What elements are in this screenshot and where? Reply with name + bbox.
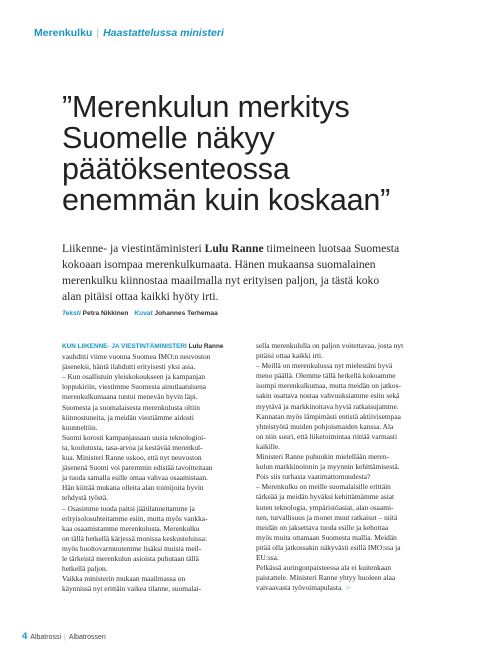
body-line: kaa osaamistamme merenkulusta. Merenkulku <box>62 523 200 533</box>
body-line: sella merenkululla on paljon voitettavaa, josta nyt <box>256 341 404 350</box>
body-line: loppukiriin, viestimme Suomesta ainutlaatuisena <box>62 382 207 392</box>
minister-name: Lulu Ranne <box>204 242 264 255</box>
article-lead <box>62 241 462 305</box>
body-line: pitäisi ottaa kaikki irti. <box>256 351 323 361</box>
body-line: Kannatan myös lämpimästi entistä aktiivisempaa <box>256 411 401 421</box>
body-line: – Merenkulku on meille suomalaisille erittäin <box>256 482 391 492</box>
body-line: myös huoltovarmuutemme lisäksi muista meil- <box>62 543 202 553</box>
lead-line: Liikenne- ja viestintäministeri Lulu Ranne tiimeineen luotsaa Suomesta <box>62 242 400 255</box>
header-separator: | <box>96 27 100 39</box>
section-header <box>34 27 224 39</box>
body-line: Pois siis turhasta vaatimattomuudesta? <box>256 472 371 482</box>
body-line: tehdystä työstä. <box>62 493 108 503</box>
body-line: jäsenenä Suomi voi paremmin edistää tavoitteitaan <box>62 463 213 473</box>
text-credit-label: Teksti <box>62 310 81 317</box>
headline-line: Suomelle näkyy <box>62 121 275 155</box>
body-line: hetkellä paljon. <box>62 564 108 574</box>
body-line: Vaikka ministerin mukaan maailmassa on <box>62 574 186 584</box>
photo-credit-label: Kuvat <box>134 310 153 317</box>
body-line: kaikille. <box>256 441 281 451</box>
body-line: Suomi korosti kampanjassaan uusia teknologioi- <box>62 432 206 442</box>
kicker: KUN LIIKENNE- JA VIESTINTÄMINISTERI <box>62 343 187 350</box>
body-line: myytävä ja markkinoitava hyviä ratkaisujamme. <box>256 401 399 411</box>
body-line: paistattele. Ministeri Ranne yhtyy huoleen alaa <box>256 573 396 583</box>
body-column-right <box>256 341 450 593</box>
body-line: jäseneksi, häntä ilahdutti erityisesti yksi asia. <box>62 362 196 372</box>
continue-arrow-icon: > <box>346 583 351 593</box>
body-line: – Osasimme tuoda paitsi jäätilannettamme ja <box>62 503 195 513</box>
magazine-name: Albatrossi <box>30 634 62 641</box>
body-line: yhteistyötä muiden pohjoismaiden kanssa. Ala <box>256 421 394 431</box>
text-credit-author: Petra Nikkinen <box>82 310 129 317</box>
body-line: kuten teknologia, ympäristöasiat, alan osaami- <box>256 502 394 512</box>
body-line: vaivaavasta työvoimapulasta. > <box>256 583 351 593</box>
body-line: isompi merenkulkumaa, mutta meidän on jatkos- <box>256 381 401 391</box>
photo-credit-author: Johannes Terhemaa <box>154 310 218 317</box>
body-line: le tärkeistä merenkulun asioista puhutaan tällä <box>62 553 199 563</box>
body-line: ja tuoda samalla esille omaa vahvaa osaamistaan. <box>62 473 208 483</box>
lead-line: kokoaan isompaa merenkulkumaata. Hänen mukaansa suomalainen <box>62 258 376 271</box>
subsection-name: Haastattelussa ministeri <box>103 27 224 39</box>
body-line: kiinnostuneita, ja meidän viestiämme aidosti <box>62 412 194 422</box>
body-line: EU:ssa. <box>256 552 279 562</box>
section-name: Merenkulku <box>34 27 93 39</box>
body-line: tärkeää ja meidän hyväksi kehittämämme asiat <box>256 492 395 502</box>
body-line: Pelkässä auringonpaisteessa ala ei kuitenkaan <box>256 563 392 573</box>
article-headline <box>62 92 462 216</box>
footer-separator: | <box>64 634 66 641</box>
page-number: 4 <box>22 631 28 642</box>
body-line: Ministeri Ranne puhuukin mielellään meren- <box>256 452 389 462</box>
body-line: on tällä hetkellä kärjessä monissa keskusteluissa: <box>62 533 208 543</box>
page-footer <box>22 631 106 642</box>
body-line: nen, turvallisuus ja monet muut ratkaisut – niitä <box>256 512 398 522</box>
headline-line: ”Merenkulun merkitys <box>62 90 350 124</box>
body-line: vauhditti viime vuonna Suomea IMO:n neuvoston <box>62 352 211 362</box>
body-line: kua. Ministeri Ranne uskoo, että nyt neuvoston <box>62 453 202 463</box>
body-line: myös muita ottamaan Suomesta mallia. Meidän <box>256 532 397 542</box>
lead-line: alan pitäisi ottaa kaikki hyöty irti. <box>62 290 219 303</box>
body-line <box>62 341 247 352</box>
body-line: Suomesta ja suomalaisesta merenkulusta oltiin <box>62 402 200 412</box>
headline-line: päätöksenteossa <box>62 152 290 186</box>
article-credits <box>62 310 222 317</box>
headline-line: enemmän kuin koskaan” <box>62 183 391 217</box>
body-line: meno päällä. Olemme tällä hetkellä kokoamme <box>256 371 396 381</box>
body-line: erityisolosuhteitamme esiin, mutta myös vankka- <box>62 513 208 523</box>
body-line: on niin suuri, että liiketoimintaa riittää varmasti <box>256 431 398 441</box>
body-line: – Meillä on merenkulussa nyt mielestäni hyvä <box>256 361 393 371</box>
body-line: meidän on jaksettava tuoda esille ja kehottaa <box>256 522 389 532</box>
body-line: käynnissä nyt erittäin vaikea tilanne, suomalai- <box>62 584 202 594</box>
body-line: – Kun osallistuin yleiskokoukseen ja kampanjan <box>62 372 206 382</box>
body-column-left <box>62 341 247 594</box>
body-line: pitää olla jatkossakin näkyvästi esillä IMO:ssa ja <box>256 542 401 552</box>
body-line: ta, koulutusta, tasa-arvoa ja kestävää merenkul- <box>62 442 203 452</box>
body-line: merenkulkumaana tuntui menevän hyvin läpi. <box>62 392 198 402</box>
body-line: Hän kiittää mukana olleita alan toimijoita hyvin <box>62 483 204 493</box>
body-line: kuunneltiin. <box>62 422 98 432</box>
lead-line: merenkulku kiinnostaa maailmalla nyt erityisen paljon, ja tästä koko <box>62 274 380 287</box>
body-line: sakin osattava nostaa vahvuuksiamme esiin sekä <box>256 391 400 401</box>
kicker-name: Lulu Ranne <box>188 343 224 350</box>
magazine-name-alt: Albatrossen <box>68 634 106 641</box>
body-line: kulun markkinoinnin ja myynnin kehittämisestä. <box>256 462 400 472</box>
